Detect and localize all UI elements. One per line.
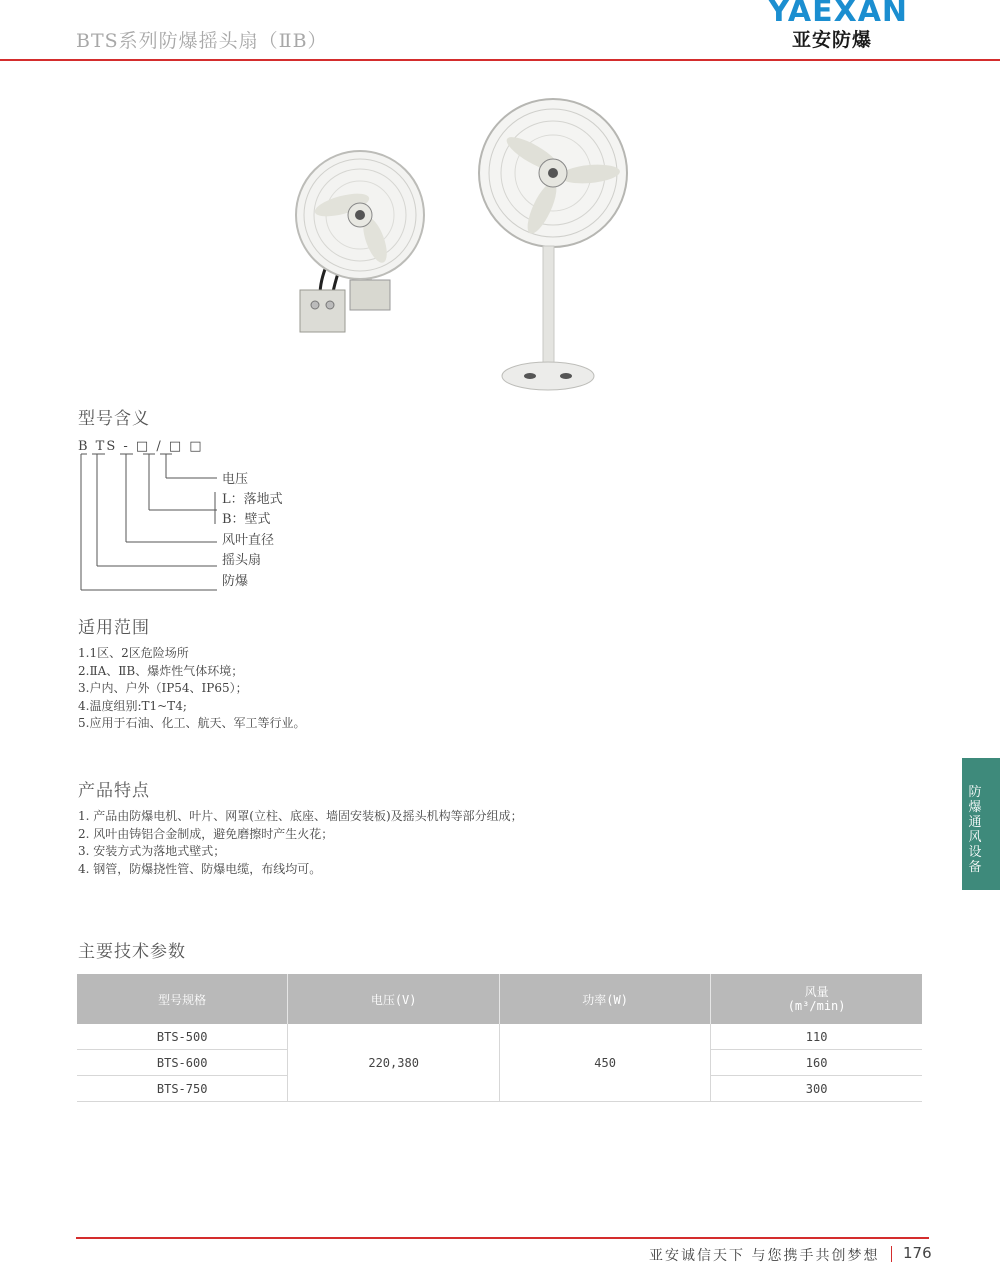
page-title: BTS系列防爆摇头扇（ⅡB） — [76, 30, 328, 52]
list-item: 3.户内、户外（IP54、IP65）； — [78, 681, 248, 695]
footer-separator — [891, 1246, 892, 1262]
application-list — [78, 645, 305, 733]
code-label-explosion-proof: 防爆 — [222, 574, 249, 589]
code-label-wall: B：壁式 — [222, 512, 271, 527]
list-item: 4.温度组别:T1~T4; — [78, 698, 187, 713]
cell-model: BTS-600 — [77, 1050, 288, 1076]
cell-airflow: 110 — [711, 1024, 922, 1050]
cell-model: BTS-500 — [77, 1024, 288, 1050]
page-number: 176 — [903, 1244, 932, 1262]
list-item: 5.应用于石油、化工、航天、军工等行业。 — [78, 716, 306, 730]
features-heading: 产品特点 — [78, 781, 150, 801]
list-item: 2.ⅡA、ⅡB、爆炸性气体环境； — [78, 663, 244, 678]
specs-table — [77, 974, 922, 1102]
footer-divider — [76, 1237, 929, 1239]
side-category-label: 防爆通风设备 — [968, 785, 982, 875]
code-label-voltage: 电压 — [222, 472, 249, 487]
model-meaning-heading: 型号含义 — [78, 409, 150, 429]
col-voltage: 电压(V) — [288, 974, 500, 1024]
cell-airflow: 300 — [711, 1076, 922, 1102]
col-airflow — [711, 974, 922, 1024]
col-power: 功率(W) — [499, 974, 710, 1024]
code-label-floor: L：落地式 — [222, 492, 283, 507]
code-label-oscillating-fan: 摇头扇 — [222, 553, 262, 568]
list-item: 3. 安装方式为落地式壁式； — [78, 844, 226, 858]
col-model: 型号规格 — [77, 974, 288, 1024]
floor-fan-image — [478, 96, 638, 396]
code-label-blade-diameter: 风叶直径 — [222, 533, 275, 548]
features-list — [78, 808, 523, 878]
model-code: B TS - □ / □ □ — [78, 439, 204, 454]
col-airflow-unit: (m³/min) — [787, 999, 846, 1013]
application-heading: 适用范围 — [78, 618, 150, 638]
cell-model: BTS-750 — [77, 1076, 288, 1102]
list-item: 2. 风叶由铸铝合金制成，避免磨擦时产生火花； — [78, 826, 334, 841]
cell-power: 450 — [499, 1024, 710, 1102]
cell-airflow: 160 — [711, 1050, 922, 1076]
cell-voltage: 220,380 — [288, 1024, 500, 1102]
brand-logo-en: YAEXAN — [768, 0, 909, 29]
table-row — [77, 1024, 922, 1050]
list-item: 4. 钢管，防爆挠性管、防爆电缆，布线均可。 — [78, 861, 322, 876]
list-item: 1. 产品由防爆电机、叶片、网罩(立柱、底座、墙固安装板)及摇头机构等部分组成； — [78, 809, 523, 823]
table-header-row — [77, 974, 922, 1024]
footer-slogan: 亚安诚信天下 与您携手共创梦想 — [649, 1248, 880, 1264]
wall-fan-image — [290, 145, 430, 345]
list-item: 1.1区、2区危险场所 — [78, 646, 189, 660]
col-airflow-title: 风量 — [804, 985, 829, 999]
brand-logo-cn: 亚安防爆 — [792, 29, 873, 51]
model-code-diagram — [75, 452, 225, 594]
specs-heading: 主要技术参数 — [78, 942, 186, 962]
header-divider — [0, 59, 1000, 61]
